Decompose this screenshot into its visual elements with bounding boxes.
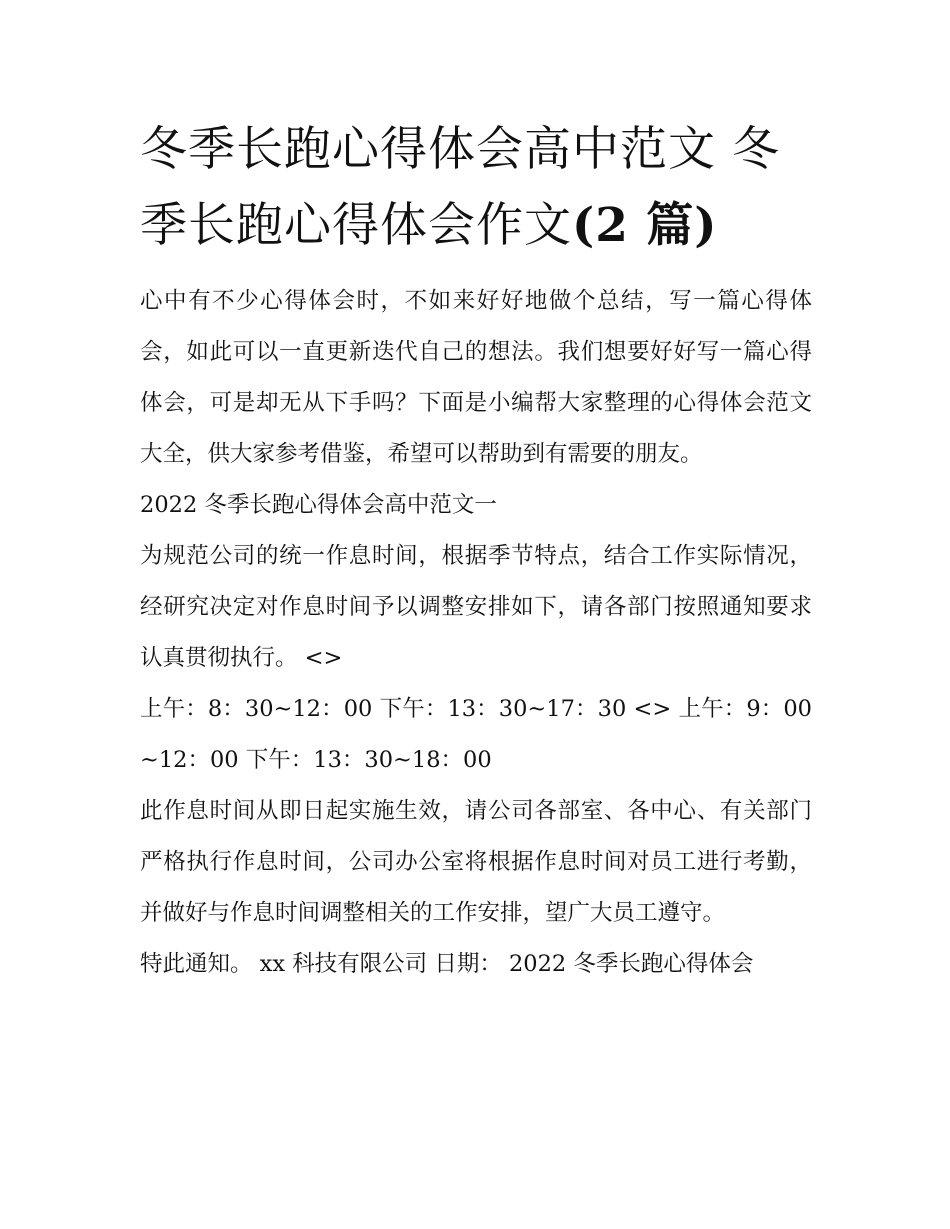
schedule-paragraph: 上午：8：30~12：00 下午：13：30~17：30 <> 上午：9：00~12：00 下午：13：30~18：00 — [140, 696, 812, 773]
effective-paragraph: 此作息时间从即日起实施生效，请公司各部室、各中心、有关部门严格执行作息时间，公司办公室将根据作息时间对员工进行考勤，并做好与作息时间调整相关的工作安排，望广大员工遵守。 — [140, 798, 812, 926]
document-page — [140, 112, 812, 990]
intro-paragraph: 心中有不少心得体会时，不如来好好地做个总结，写一篇心得体会，如此可以一直更新迭代自己的想法。我们想要好好写一篇心得体会，可是却无从下手吗？下面是小编帮大家整理的心得体会范文大全，供大家参考借鉴，希望可以帮助到有需要的朋友。 — [140, 288, 812, 467]
notice-paragraph: 为规范公司的统一作息时间，根据季节特点，结合工作实际情况，经研究决定对作息时间予以调整安排如下，请各部门按照通知要求认真贯彻执行。 <> — [140, 543, 812, 671]
section-heading: 2022 冬季长跑心得体会高中范文一 — [140, 492, 497, 518]
document-title — [140, 112, 812, 264]
title-main: 冬季长跑心得体会高中范文 冬季长跑心得体会作文 — [140, 122, 780, 253]
title-suffix: (2 篇) — [572, 198, 718, 253]
closing-paragraph: 特此通知。 xx 科技有限公司 日期： 2022 冬季长跑心得体会 — [140, 951, 754, 977]
